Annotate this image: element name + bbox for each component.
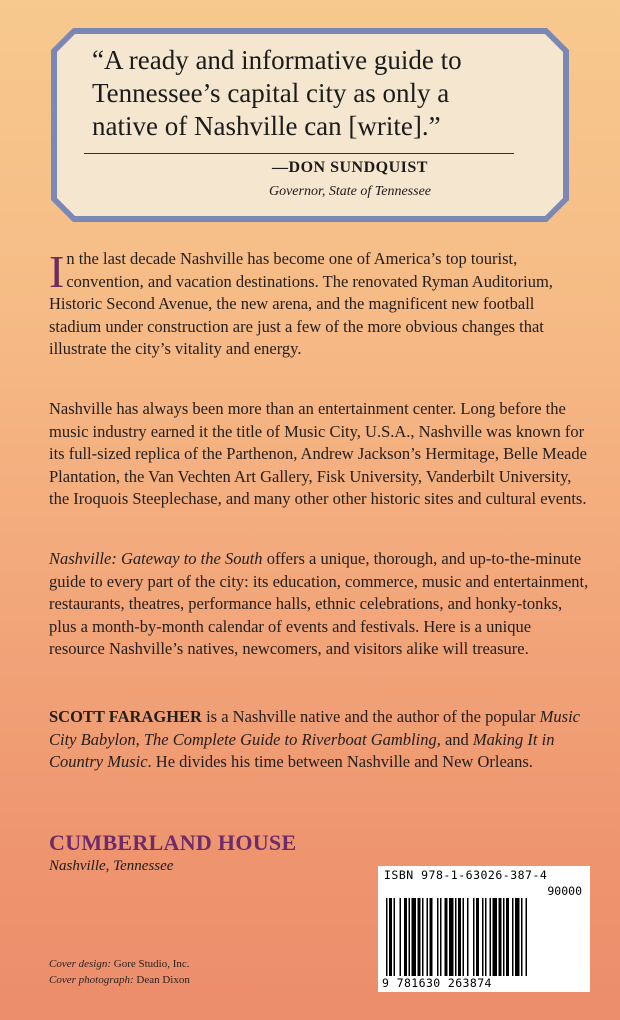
credit-label: Cover design: [49, 958, 112, 970]
barcode-bar [515, 898, 520, 976]
quote-author: —DON SUNDQUIST [272, 159, 428, 176]
bio-text: is a Nashville native and the author of the popular [201, 707, 540, 726]
barcode-bar [449, 898, 454, 976]
barcode-bar [467, 898, 469, 976]
barcode-bar [430, 898, 433, 976]
barcode-bar [482, 898, 484, 976]
quote-divider [84, 153, 514, 154]
barcode-bar [458, 898, 461, 976]
body-paragraph-2 [49, 398, 589, 511]
barcode-bar [400, 898, 402, 976]
body-paragraph-1 [49, 248, 589, 361]
bio-text: and [440, 729, 473, 749]
book-title: Nashville: Gateway to the South [49, 549, 263, 568]
barcode-bar [386, 898, 388, 976]
author-book: Making It in Country Music [49, 729, 555, 771]
barcode-bars [386, 898, 582, 976]
drop-cap: I [49, 246, 65, 297]
quote-line: Tennessee’s capital city as only a [92, 78, 450, 108]
author-books: Music City Babylon, The Complete Guide to Riverboat Gambling, [49, 707, 580, 749]
price-code: 90000 [547, 884, 582, 898]
barcode [378, 866, 590, 992]
barcode-bar [404, 898, 407, 976]
barcode-bar [422, 898, 424, 976]
barcode-bar [418, 898, 421, 976]
isbn-text: ISBN 978-1-63026-387-4 [384, 868, 548, 882]
quote-line: “A ready and informative guide to [92, 45, 462, 75]
barcode-bar [427, 898, 429, 976]
credit-value: Dean Dixon [133, 974, 190, 986]
barcode-bar [394, 898, 396, 976]
publisher-location: Nashville, Tennessee [49, 858, 174, 874]
barcode-bar [506, 898, 509, 976]
barcode-bar [493, 898, 498, 976]
credit-label: Cover photograph: [49, 974, 134, 986]
barcode-bar [412, 898, 417, 976]
barcode-bar [463, 898, 465, 976]
barcode-bar [445, 898, 448, 976]
author-bio [49, 706, 589, 774]
barcode-bar [503, 898, 505, 976]
barcode-bar [440, 898, 442, 976]
barcode-bar [499, 898, 502, 976]
credit-value: Gore Studio, Inc. [111, 958, 190, 970]
barcode-bar [512, 898, 514, 976]
barcode-bar [476, 898, 479, 976]
barcode-bar [473, 898, 475, 976]
cover-design-credit [49, 958, 190, 970]
barcode-bar [437, 898, 439, 976]
author-name: SCOTT FARAGHER [49, 707, 202, 726]
barcode-bar [485, 898, 487, 976]
blurb-quote [92, 44, 532, 143]
barcode-bar [526, 898, 528, 976]
quote-author-role: Governor, State of Tennessee [268, 184, 432, 199]
quote-line: native of Nashville can [write].” [92, 111, 441, 141]
barcode-bar [490, 898, 492, 976]
paragraph-text: n the last decade Nashville has become one of America’s top tourist, convention, and vacation destinations. The renovated Ryman Auditorium, Historic Second Avenue, the new arena, and the magnificent new football stadium under construction are just a few of the more obvious changes that illustrate the city’s vitality and energy. [49, 249, 553, 358]
barcode-bar [455, 898, 457, 976]
barcode-bar [521, 898, 523, 976]
publisher-name: CUMBERLAND HOUSE [49, 830, 297, 855]
barcode-bar [409, 898, 411, 976]
barcode-bar [389, 898, 392, 976]
cover-photo-credit [49, 974, 190, 986]
paragraph-text: offers a unique, thorough, and up-to-the-minute guide to every part of the city: its education, commerce, music and entertainment, restaurants, theatres, performance halls, ethnic celebrations, and honky-tonks, plus a month-by-month calendar of events and festivals. Here is a unique resource Nashville’s natives, newcomers, and visitors alike will treasure. [49, 549, 589, 658]
body-paragraph-3 [49, 548, 589, 661]
barcode-number: 9 781630 263874 [382, 976, 586, 990]
bio-text: . He divides his time between Nashville and New Orleans. [147, 752, 533, 771]
paragraph-text: Nashville has always been more than an entertainment center. Long before the music industry earned it the title of Music City, U.S.A., Nashville was known for its full-sized replica of the Parthenon, Andrew Jackson’s Hermitage, Belle Meade Plantation, the Van Vechten Art Gallery, Fisk University, Vanderbilt University, the Iroquois Steeplechase, and many other other historic sites and cultural events. [49, 399, 587, 508]
